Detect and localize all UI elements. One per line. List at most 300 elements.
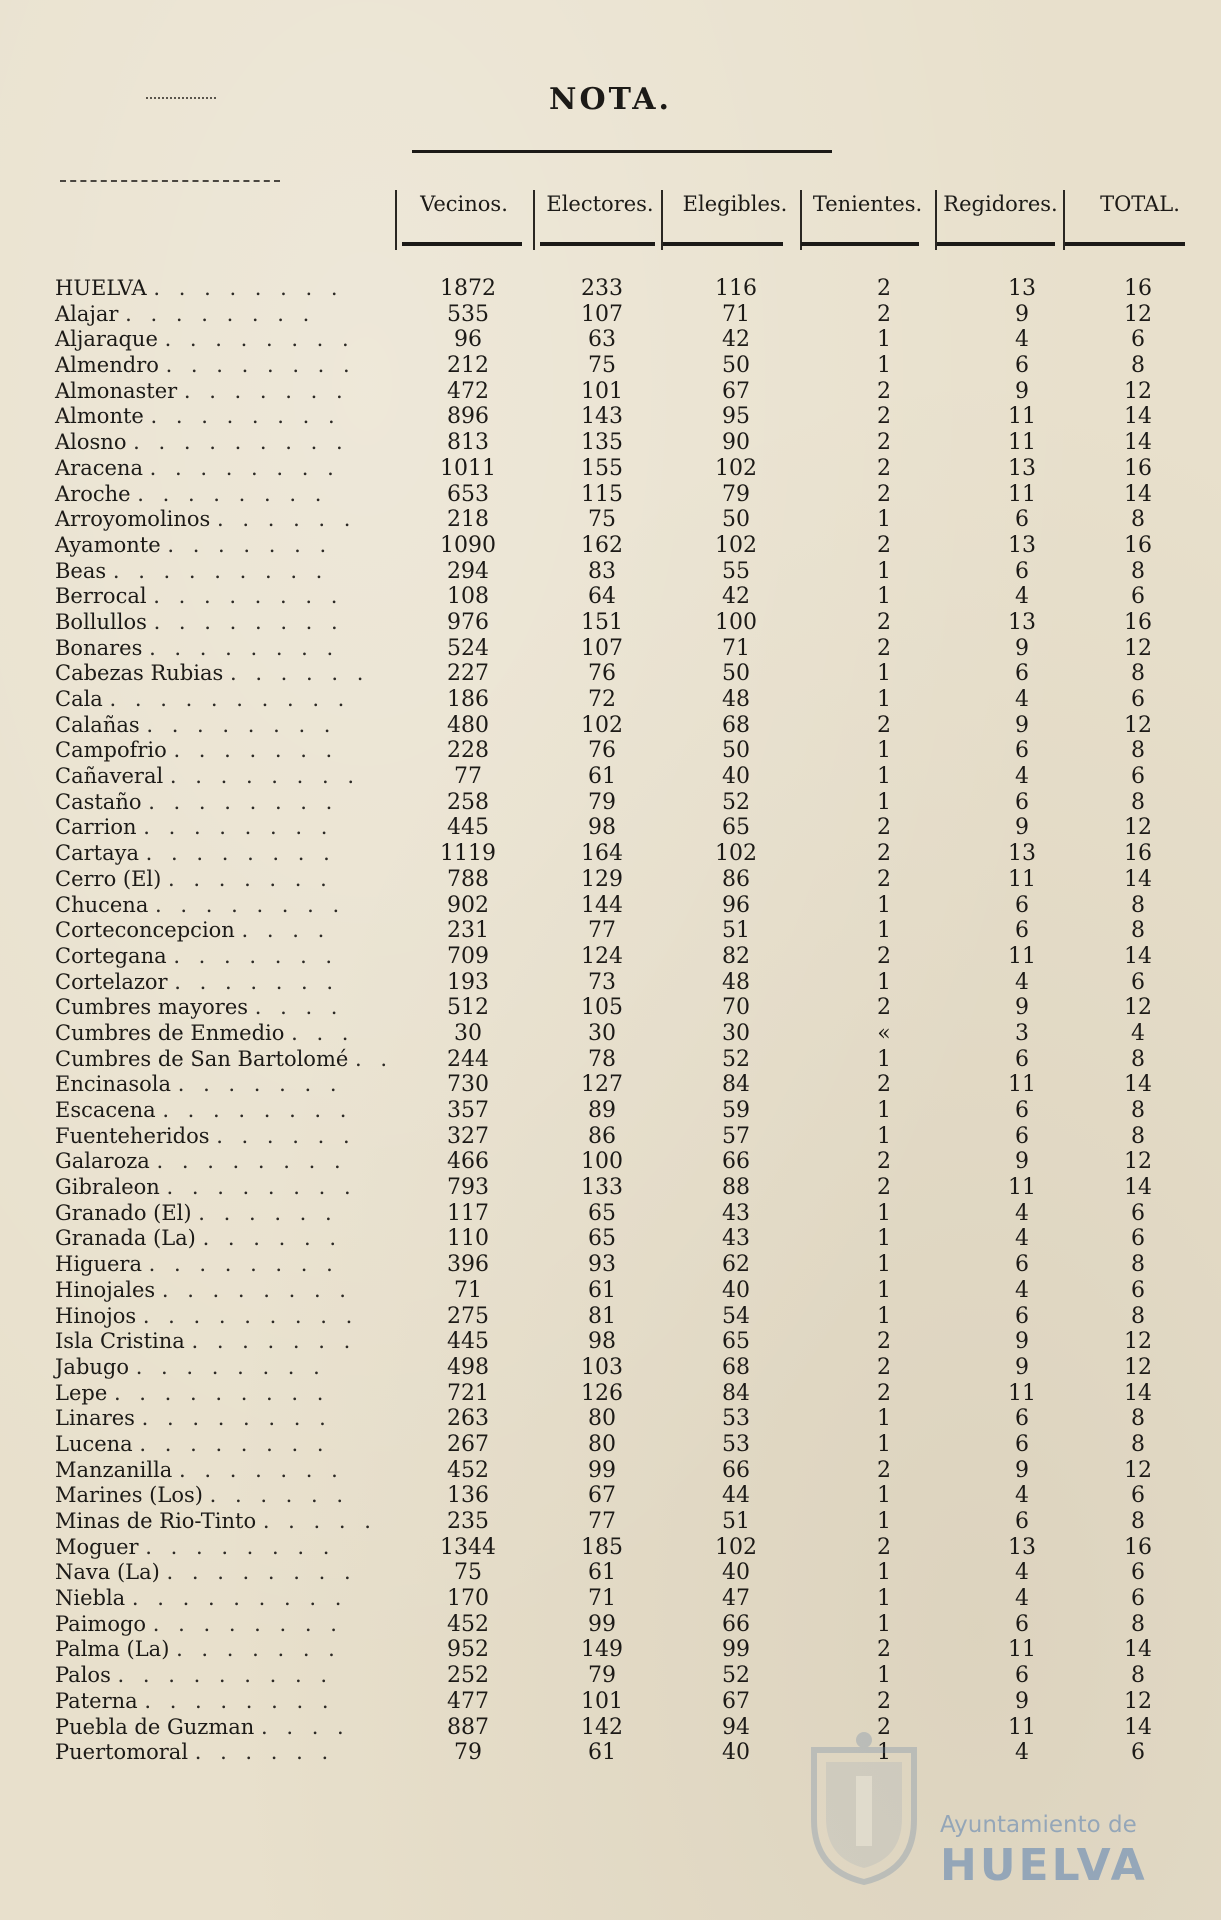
cell-regidores: 9 [1015, 1149, 1029, 1175]
cell-vecinos: 976 [447, 609, 489, 635]
cell-total: 6 [1131, 764, 1145, 790]
municipality-label: Paterna [55, 1688, 138, 1713]
cell-tenientes: 1 [877, 1509, 891, 1534]
column-separator [661, 190, 663, 250]
table-row [0, 584, 1221, 610]
table-row [0, 1483, 1221, 1509]
cell-tenientes: 2 [877, 1072, 891, 1098]
leader-dots: . . . . . . . . . [117, 1663, 334, 1688]
cell-elegibles: 48 [722, 969, 750, 995]
leader-dots: . . . . . . . . . [133, 430, 349, 455]
cell-total: 14 [1124, 481, 1152, 507]
cell-electores: 61 [588, 1740, 616, 1766]
table-row [0, 687, 1221, 713]
cell-tenientes: 1 [877, 789, 891, 815]
table-row [0, 379, 1221, 405]
leader-dots: . . . . [261, 1714, 350, 1739]
cell-elegibles: 50 [722, 661, 750, 687]
municipality-name [55, 1509, 385, 1534]
cell-total: 14 [1124, 943, 1152, 969]
cell-vecinos: 71 [454, 1277, 482, 1303]
municipality-label: Lepe [55, 1380, 108, 1405]
leader-dots: . . . . [254, 995, 344, 1020]
cell-regidores: 6 [1015, 892, 1029, 918]
cell-vecinos: 445 [447, 1329, 489, 1355]
table-row [0, 1047, 1221, 1073]
column-separator [800, 190, 802, 250]
cell-total: 6 [1131, 1200, 1145, 1226]
cell-tenientes: 2 [877, 815, 891, 841]
municipality-name [55, 1381, 385, 1406]
municipality-label: Paimogo [55, 1611, 147, 1636]
table-row [0, 841, 1221, 867]
cell-total: 16 [1124, 1534, 1152, 1560]
cell-total: 6 [1131, 1226, 1145, 1252]
cell-elegibles: 79 [722, 481, 750, 507]
leader-dots: . . . . . . . . [162, 1098, 353, 1122]
leader-dots: . . . . . . [209, 1483, 350, 1508]
cell-vecinos: 793 [447, 1175, 489, 1201]
cell-regidores: 4 [1015, 1226, 1029, 1252]
cell-electores: 107 [581, 301, 623, 327]
cell-electores: 98 [588, 1329, 616, 1355]
cell-total: 14 [1124, 1175, 1152, 1201]
cell-electores: 65 [588, 1226, 616, 1252]
leader-dots: . . . . . . [198, 1200, 338, 1225]
cell-regidores: 4 [1015, 1586, 1029, 1612]
table-row [0, 1124, 1221, 1150]
table-row [0, 1252, 1221, 1278]
table-row [0, 507, 1221, 533]
cell-tenientes: 2 [877, 712, 891, 738]
cell-elegibles: 102 [715, 455, 757, 481]
cell-elegibles: 42 [722, 584, 750, 610]
municipality-name [55, 1252, 385, 1277]
cell-electores: 102 [581, 712, 623, 738]
cell-total: 8 [1131, 1252, 1145, 1278]
coat-of-arms-watermark [804, 1730, 924, 1886]
watermark-line-2: HUELVA [940, 1840, 1148, 1891]
cell-tenientes: 2 [877, 1149, 891, 1175]
cell-vecinos: 466 [447, 1149, 489, 1175]
cell-regidores: 13 [1008, 609, 1036, 635]
cell-elegibles: 57 [722, 1123, 750, 1149]
municipality-label: Carrion [55, 815, 137, 840]
cell-vecinos: 212 [447, 353, 489, 379]
cell-tenientes: 1 [877, 687, 891, 712]
leader-dots: . . . . . . . . [165, 353, 356, 378]
cell-tenientes: 1 [877, 1098, 891, 1123]
cell-tenientes: 1 [877, 1123, 891, 1149]
cell-regidores: 13 [1008, 841, 1036, 867]
cell-tenientes: 1 [877, 507, 891, 533]
cell-electores: 99 [588, 1457, 616, 1483]
header-electores: Electores. [546, 192, 654, 216]
cell-regidores: 9 [1015, 1688, 1029, 1714]
cell-elegibles: 40 [722, 764, 750, 790]
cell-tenientes: 1 [877, 738, 891, 764]
cell-vecinos: 512 [447, 995, 489, 1021]
cell-vecinos: 452 [447, 1611, 489, 1637]
cell-elegibles: 100 [715, 609, 757, 635]
municipality-label: Puebla de Guzman [55, 1714, 255, 1739]
cell-regidores: 6 [1015, 1663, 1029, 1689]
municipality-name [55, 430, 385, 455]
page-title: NOTA. [549, 82, 672, 117]
cell-tenientes: 1 [877, 661, 891, 687]
table-row [0, 1201, 1221, 1227]
cell-elegibles: 59 [722, 1098, 750, 1123]
municipality-name [55, 687, 385, 712]
cell-total: 8 [1131, 1098, 1145, 1123]
cell-regidores: 6 [1015, 1252, 1029, 1278]
municipality-name [55, 1740, 385, 1765]
cell-electores: 64 [588, 584, 616, 610]
municipality-name [55, 1021, 385, 1046]
cell-regidores: 4 [1015, 1483, 1029, 1509]
cell-electores: 129 [581, 866, 623, 892]
cell-vecinos: 730 [447, 1072, 489, 1098]
cell-elegibles: 52 [722, 1663, 750, 1689]
cell-total: 6 [1131, 1483, 1145, 1509]
cell-total: 8 [1131, 1431, 1145, 1457]
municipality-label: Granado (El) [55, 1200, 192, 1225]
leader-dots: . . . . . . . [179, 1457, 344, 1482]
municipality-label: Cumbres mayores [55, 995, 249, 1020]
cell-elegibles: 102 [715, 841, 757, 867]
municipality-label: Cañaveral [55, 764, 164, 789]
municipality-name [55, 1175, 385, 1200]
municipality-label: Linares [55, 1406, 135, 1431]
cell-electores: 124 [581, 943, 623, 969]
municipality-name [55, 1715, 385, 1740]
leader-dots: . . . . . . . [167, 532, 333, 557]
cell-tenientes: 2 [877, 1329, 891, 1355]
leader-dots: . . . . . . . . [153, 584, 344, 609]
cell-electores: 99 [588, 1611, 616, 1637]
municipality-label: Arroyomolinos [55, 507, 211, 532]
leader-dots: . . . . . . . . [152, 1611, 343, 1636]
municipality-label: Cumbres de Enmedio [55, 1020, 285, 1045]
column-separator [395, 190, 397, 250]
cell-tenientes: 2 [877, 276, 891, 301]
cell-total: 8 [1131, 353, 1145, 379]
municipality-name [55, 276, 385, 301]
cell-electores: 233 [581, 276, 623, 301]
cell-regidores: 9 [1015, 995, 1029, 1021]
municipality-label: Alajar [55, 301, 119, 326]
cell-tenientes: 2 [877, 1714, 891, 1740]
municipality-label: Puertomoral [55, 1740, 189, 1765]
cell-tenientes: 2 [877, 995, 891, 1021]
cell-elegibles: 51 [722, 918, 750, 944]
cell-vecinos: 709 [447, 943, 489, 969]
cell-elegibles: 53 [722, 1406, 750, 1432]
table-row [0, 353, 1221, 379]
table-row [0, 1432, 1221, 1458]
leader-dots: . . . . . . . [191, 1329, 357, 1354]
table-row [0, 1663, 1221, 1689]
cell-total: 12 [1124, 815, 1152, 841]
cell-tenientes: 1 [877, 764, 891, 790]
cell-regidores: 4 [1015, 584, 1029, 610]
cell-total: 8 [1131, 661, 1145, 687]
cell-regidores: 11 [1008, 1380, 1036, 1406]
cell-electores: 126 [581, 1380, 623, 1406]
cell-regidores: 6 [1015, 1098, 1029, 1123]
municipality-name [55, 815, 385, 840]
cell-regidores: 4 [1015, 1560, 1029, 1586]
cell-elegibles: 65 [722, 1329, 750, 1355]
municipality-label: Niebla [55, 1586, 126, 1611]
cell-elegibles: 47 [722, 1586, 750, 1612]
cell-total: 12 [1124, 635, 1152, 661]
table-row [0, 944, 1221, 970]
cell-electores: 127 [581, 1072, 623, 1098]
cell-elegibles: 66 [722, 1149, 750, 1175]
cell-total: 12 [1124, 1329, 1152, 1355]
cell-tenientes: 1 [877, 1226, 891, 1252]
cell-electores: 105 [581, 995, 623, 1021]
cell-electores: 79 [588, 1663, 616, 1689]
municipality-name [55, 327, 385, 352]
municipality-label: Ayamonte [55, 532, 161, 557]
cell-electores: 185 [581, 1534, 623, 1560]
municipality-label: Cartaya [55, 841, 139, 866]
cell-elegibles: 66 [722, 1611, 750, 1637]
cell-regidores: 6 [1015, 353, 1029, 379]
municipality-label: Nava (La) [55, 1560, 160, 1585]
municipality-label: Beas [55, 558, 107, 583]
municipality-name [55, 713, 385, 738]
cell-vecinos: 902 [447, 892, 489, 918]
municipality-label: Hinojales [55, 1277, 156, 1302]
cell-electores: 80 [588, 1406, 616, 1432]
table-row [0, 1098, 1221, 1124]
cell-electores: 162 [581, 532, 623, 558]
cell-regidores: 11 [1008, 404, 1036, 430]
leader-dots: . . . . . . . . [137, 481, 328, 506]
cell-elegibles: 50 [722, 507, 750, 533]
table-row [0, 1612, 1221, 1638]
cell-elegibles: 71 [722, 635, 750, 661]
table-row [0, 404, 1221, 430]
cell-elegibles: 43 [722, 1226, 750, 1252]
table-row [0, 1175, 1221, 1201]
cell-tenientes: 2 [877, 1637, 891, 1663]
table-row [0, 1689, 1221, 1715]
cell-total: 16 [1124, 532, 1152, 558]
cell-tenientes: 1 [877, 1406, 891, 1432]
cell-regidores: 9 [1015, 815, 1029, 841]
cell-regidores: 13 [1008, 455, 1036, 481]
table-row [0, 533, 1221, 559]
cell-tenientes: 2 [877, 1354, 891, 1380]
cell-tenientes: 2 [877, 1175, 891, 1201]
cell-electores: 79 [588, 789, 616, 815]
table-row [0, 1304, 1221, 1330]
cell-elegibles: 40 [722, 1277, 750, 1303]
municipality-label: Berrocal [55, 584, 147, 609]
cell-elegibles: 52 [722, 1046, 750, 1072]
municipality-label: Aracena [55, 455, 143, 480]
cell-tenientes: 1 [877, 1277, 891, 1303]
cell-elegibles: 84 [722, 1380, 750, 1406]
cell-elegibles: 82 [722, 943, 750, 969]
leader-dots: . . . . . . . . [153, 609, 344, 634]
cell-vecinos: 896 [447, 404, 489, 430]
cell-electores: 77 [588, 1509, 616, 1534]
cell-tenientes: 1 [877, 1663, 891, 1689]
cell-total: 14 [1124, 404, 1152, 430]
municipality-name [55, 995, 385, 1020]
municipality-label: Alosno [55, 430, 127, 455]
leader-dots: . . . . . . . . . [142, 1303, 359, 1328]
municipality-label: Isla Cristina [55, 1329, 185, 1354]
cell-vecinos: 472 [447, 378, 489, 404]
municipality-label: Palos [55, 1663, 111, 1688]
header-rule [1065, 242, 1185, 246]
cell-tenientes: 1 [877, 1560, 891, 1586]
leader-dots: . . . . . . . . [144, 1688, 335, 1713]
cell-tenientes: 1 [877, 1431, 891, 1457]
cell-total: 16 [1124, 276, 1152, 301]
leader-dots: . . . [291, 1020, 355, 1045]
cell-tenientes: 2 [877, 404, 891, 430]
table-row [0, 790, 1221, 816]
cell-total: 4 [1131, 1020, 1145, 1046]
cell-electores: 61 [588, 764, 616, 790]
cell-elegibles: 51 [722, 1509, 750, 1534]
table-row [0, 1740, 1221, 1766]
table-row [0, 636, 1221, 662]
cell-regidores: 11 [1008, 866, 1036, 892]
table-row [0, 867, 1221, 893]
cell-vecinos: 1872 [440, 276, 496, 301]
cell-vecinos: 267 [447, 1431, 489, 1457]
cell-vecinos: 952 [447, 1637, 489, 1663]
header-rule [402, 242, 522, 246]
cell-vecinos: 788 [447, 866, 489, 892]
cell-total: 8 [1131, 789, 1145, 815]
municipality-label: Higuera [55, 1252, 142, 1277]
cell-tenientes: 2 [877, 841, 891, 867]
cell-regidores: 13 [1008, 1534, 1036, 1560]
cell-total: 6 [1131, 1277, 1145, 1303]
municipality-label: Almonte [55, 404, 144, 429]
cell-vecinos: 477 [447, 1688, 489, 1714]
cell-tenientes: 2 [877, 1688, 891, 1714]
cell-regidores: 9 [1015, 1457, 1029, 1483]
cell-elegibles: 43 [722, 1200, 750, 1226]
table-row [0, 1637, 1221, 1663]
cell-vecinos: 218 [447, 507, 489, 533]
cell-tenientes: 1 [877, 1046, 891, 1072]
cell-electores: 149 [581, 1637, 623, 1663]
municipality-name [55, 1458, 385, 1483]
leader-dots: . . . . . . . . [143, 815, 334, 840]
table-row [0, 1278, 1221, 1304]
cell-total: 12 [1124, 1457, 1152, 1483]
cell-regidores: 9 [1015, 635, 1029, 661]
cell-regidores: 9 [1015, 712, 1029, 738]
cell-total: 12 [1124, 1149, 1152, 1175]
cell-elegibles: 54 [722, 1303, 750, 1329]
municipality-name [55, 1329, 385, 1354]
table-row [0, 918, 1221, 944]
cell-electores: 164 [581, 841, 623, 867]
table-row [0, 1381, 1221, 1407]
cell-electores: 100 [581, 1149, 623, 1175]
cell-regidores: 11 [1008, 1714, 1036, 1740]
municipality-label: Marines (Los) [55, 1483, 203, 1508]
cell-tenientes: 2 [877, 1457, 891, 1483]
municipality-name [55, 841, 385, 866]
cell-elegibles: 42 [722, 327, 750, 353]
cell-electores: 76 [588, 661, 616, 687]
cell-total: 14 [1124, 1637, 1152, 1663]
municipality-name [55, 533, 385, 558]
municipality-label: Chucena [55, 892, 149, 917]
cell-regidores: 6 [1015, 1406, 1029, 1432]
municipality-label: Minas de Rio-Tinto [55, 1509, 257, 1533]
leader-dots: . . . . . . . . [148, 789, 339, 814]
cell-total: 6 [1131, 1586, 1145, 1612]
municipality-name [55, 893, 385, 918]
cell-elegibles: 71 [722, 301, 750, 327]
municipality-name [55, 302, 385, 327]
cell-vecinos: 498 [447, 1354, 489, 1380]
cell-regidores: 6 [1015, 507, 1029, 533]
cell-regidores: 6 [1015, 1431, 1029, 1457]
table-row [0, 430, 1221, 456]
cell-electores: 93 [588, 1252, 616, 1278]
municipality-label: Hinojos [55, 1303, 137, 1328]
leader-dots: . . . . . . . . [155, 892, 346, 917]
cell-vecinos: 170 [447, 1586, 489, 1612]
cell-tenientes: 2 [877, 532, 891, 558]
cell-regidores: 4 [1015, 969, 1029, 995]
header-regidores: Regidores. [943, 192, 1058, 216]
cell-electores: 115 [581, 481, 623, 507]
cell-elegibles: 102 [715, 1534, 757, 1560]
table-row [0, 559, 1221, 585]
cell-total: 6 [1131, 327, 1145, 353]
municipality-name [55, 1612, 385, 1637]
cell-regidores: 3 [1015, 1020, 1029, 1046]
table-row [0, 1355, 1221, 1381]
cell-vecinos: 524 [447, 635, 489, 661]
municipality-name [55, 1278, 385, 1303]
municipality-name [55, 1355, 385, 1380]
cell-vecinos: 1090 [440, 532, 496, 558]
cell-electores: 72 [588, 687, 616, 712]
cell-regidores: 11 [1008, 1175, 1036, 1201]
cell-tenientes: 2 [877, 1380, 891, 1406]
leader-dots: . . . . . . . . [149, 635, 340, 660]
leader-dots: . . . . . . [194, 1740, 335, 1765]
cell-tenientes: 1 [877, 969, 891, 995]
cell-elegibles: 99 [722, 1637, 750, 1663]
municipality-label: Cerro (El) [55, 866, 162, 891]
leader-dots: . . . . . . . [173, 943, 339, 968]
cell-vecinos: 887 [447, 1714, 489, 1740]
table-row [0, 1509, 1221, 1535]
leader-dots: . . . . . . . . [164, 327, 355, 352]
column-separator [935, 190, 937, 250]
municipality-label: HUELVA [55, 276, 147, 300]
cell-elegibles: 30 [722, 1020, 750, 1046]
